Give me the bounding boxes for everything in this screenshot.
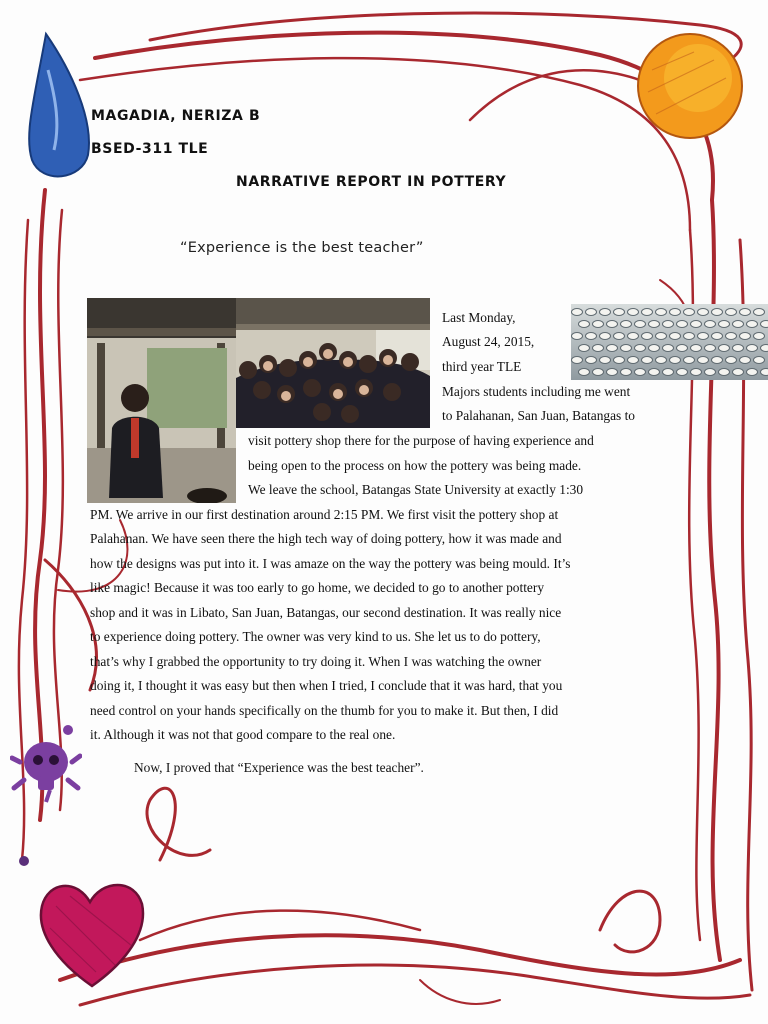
photo-pottery-rows (571, 304, 768, 380)
body-line: it. Although it was not that good compare to the real one. (90, 727, 396, 742)
photo-group-students (236, 298, 430, 428)
body-line: being open to the process on how the pottery was being made. (248, 458, 582, 473)
body-line: to Palahanan, San Juan, Batangas to (442, 408, 636, 423)
body-line: Palahanan. We have seen there the high tech way of doing pottery, how it was made and (90, 531, 562, 546)
body-line: Last Monday, (442, 310, 516, 325)
purple-skull-icon (10, 722, 82, 804)
border-swirl-bottom (60, 935, 740, 980)
blue-drop-icon (26, 30, 96, 186)
body-line: to experience doing pottery. The owner was very kind to us. She let us to do pottery, (90, 629, 541, 644)
body-line: like magic! Because it was too early to go home, we decided to go to another pottery (90, 580, 545, 595)
orange-sun-icon (634, 30, 746, 142)
body-line: doing it, I thought it was easy but then when I tried, I conclude that it was hard, that you (90, 678, 563, 693)
body-line: We leave the school, Batangas State University at exactly 1:30 (248, 482, 584, 497)
student-name: MAGADIA, NERIZA B (91, 108, 261, 124)
purple-dot-icon (18, 855, 30, 867)
body-line: PM. We arrive in our first destination around 2:15 PM. We first visit the pottery shop at (90, 507, 559, 522)
report-title: NARRATIVE REPORT IN POTTERY (236, 174, 507, 190)
heart-icon (36, 876, 148, 992)
body-line: that’s why I grabbed the opportunity to try doing it. When I was watching the owner (90, 654, 542, 669)
body-line: third year TLE (442, 359, 522, 374)
body-line: how the designs was put into it. I was amaze on the way the pottery was being mould. It’s (90, 556, 571, 571)
body-line: Majors students including me went (442, 384, 631, 399)
course-label: BSED-311 TLE (91, 141, 209, 157)
body-line: visit pottery shop there for the purpose of having experience and (248, 433, 594, 448)
body-line: August 24, 2015, (442, 334, 535, 349)
quote-text: “Experience is the best teacher” (180, 240, 424, 256)
body-line: shop and it was in Libato, San Juan, Batangas, our second destination. It was really nice (90, 605, 562, 620)
photo-student-pottery (87, 298, 236, 503)
body-line: need control on your hands specifically on the thumb for you to make it. But then, I did (90, 703, 559, 718)
closing-line: Now, I proved that “Experience was the best teacher”. (134, 760, 424, 775)
